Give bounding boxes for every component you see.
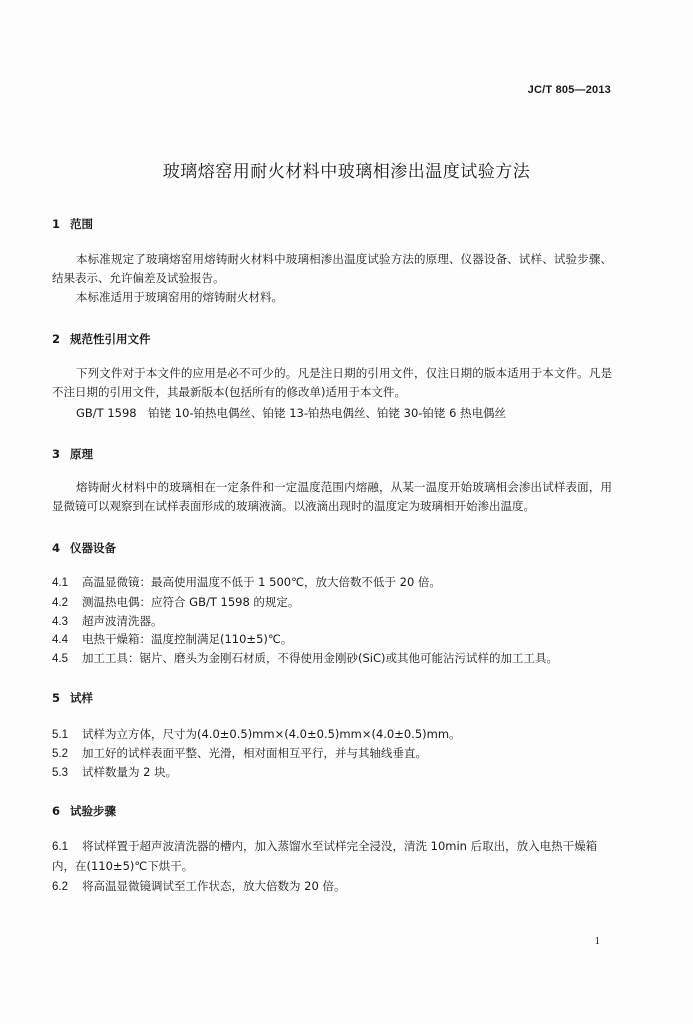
item-text: 加工好的试样表面平整、光滑，相对面相互平行，并与其轴线垂直。: [82, 746, 427, 760]
list-item: [52, 877, 612, 897]
item-text: 将高温显微镜调试至工作状态，放大倍数为 20 倍。: [82, 879, 346, 893]
item-number: 4.1: [52, 577, 68, 589]
paragraph: 熔铸耐火材料中的玻璃相在一定条件和一定温度范围内熔融，从某一温度开始玻璃相会渗出试样表面，用显微镜可以观察到在试样表面形成的玻璃液滴。以液滴出现时的温度定为玻璃相开始渗出温度。: [52, 480, 612, 513]
item-text: 测温热电偶：应符合 GB/T 1598 的规定。: [82, 595, 300, 609]
section-heading-3: [52, 446, 93, 462]
section-title: 试样: [70, 691, 93, 705]
section-heading-1: [52, 216, 93, 232]
list-item: [52, 612, 612, 632]
list-item: [52, 744, 612, 764]
section-title: 范围: [70, 217, 93, 231]
paragraph: 本标准规定了玻璃熔窑用熔铸耐火材料中玻璃相渗出温度试验方法的原理、仪器设备、试样、试验步骤、结果表示、允许偏差及试验报告。: [52, 252, 612, 285]
list-item: [52, 630, 612, 650]
item-text: 将试样置于超声波清洗器的槽内，加入蒸馏水至试样完全浸没，清洗 10min 后取出，放入电热干燥箱内，在(110±5)℃下烘干。: [52, 839, 598, 873]
item-text: 试样为立方体，尺寸为(4.0±0.5)mm×(4.0±0.5)mm×(4.0±0.5)mm。: [82, 727, 461, 741]
normative-reference: GB/T 1598 铂铑 10-铂热电偶丝、铂铑 13-铂热电偶丝、铂铑 30-铂铑 6 热电偶丝: [76, 406, 507, 420]
item-number: 5.1: [52, 729, 68, 741]
item-text: 超声波清洗器。: [82, 614, 163, 628]
list-item: [52, 649, 612, 669]
section-title: 仪器设备: [70, 541, 116, 555]
section-title: 规范性引用文件: [70, 332, 151, 346]
list-item: [52, 763, 612, 783]
standard-number: JC/T 805—2013: [527, 84, 611, 96]
item-text: 高温显微镜：最高使用温度不低于 1 500℃，放大倍数不低于 20 倍。: [82, 575, 441, 589]
item-number: 6.1: [52, 841, 68, 853]
section-number: 2: [52, 332, 61, 346]
item-text: 电热干燥箱：温度控制满足(110±5)℃。: [82, 632, 293, 646]
item-number: 5.2: [52, 748, 68, 760]
list-item: [52, 573, 612, 593]
item-number: 6.2: [52, 881, 68, 893]
list-item: [52, 837, 612, 876]
item-text: 试样数量为 2 块。: [82, 765, 178, 779]
section-title: 原理: [70, 447, 93, 461]
page-number: 1: [594, 935, 600, 947]
section-heading-4: [52, 540, 116, 556]
item-number: 4.5: [52, 653, 68, 665]
section-number: 1: [52, 217, 61, 231]
item-text: 加工工具：锯片、磨头为金刚石材质，不得使用金刚砂(SiC)或其他可能沾污试样的加工工具。: [82, 651, 558, 665]
list-item: [52, 593, 612, 613]
section-heading-6: [52, 803, 116, 819]
item-number: 4.3: [52, 616, 68, 628]
section-number: 4: [52, 541, 61, 555]
paragraph: 本标准适用于玻璃窑用的熔铸耐火材料。: [76, 290, 283, 304]
document-title: 玻璃熔窑用耐火材料中玻璃相渗出温度试验方法: [162, 162, 531, 182]
section-number: 3: [52, 447, 61, 461]
section-heading-2: [52, 331, 151, 347]
item-number: 4.2: [52, 597, 68, 609]
item-number: 4.4: [52, 634, 68, 646]
section-title: 试验步骤: [70, 804, 116, 818]
section-heading-5: [52, 690, 93, 706]
section-number: 5: [52, 691, 61, 705]
item-number: 5.3: [52, 767, 68, 779]
list-item: [52, 725, 612, 745]
paragraph: 下列文件对于本文件的应用是必不可少的。凡是注日期的引用文件，仅注日期的版本适用于本文件。凡是不注日期的引用文件，其最新版本(包括所有的修改单)适用于本文件。: [52, 366, 612, 399]
section-number: 6: [52, 804, 61, 818]
